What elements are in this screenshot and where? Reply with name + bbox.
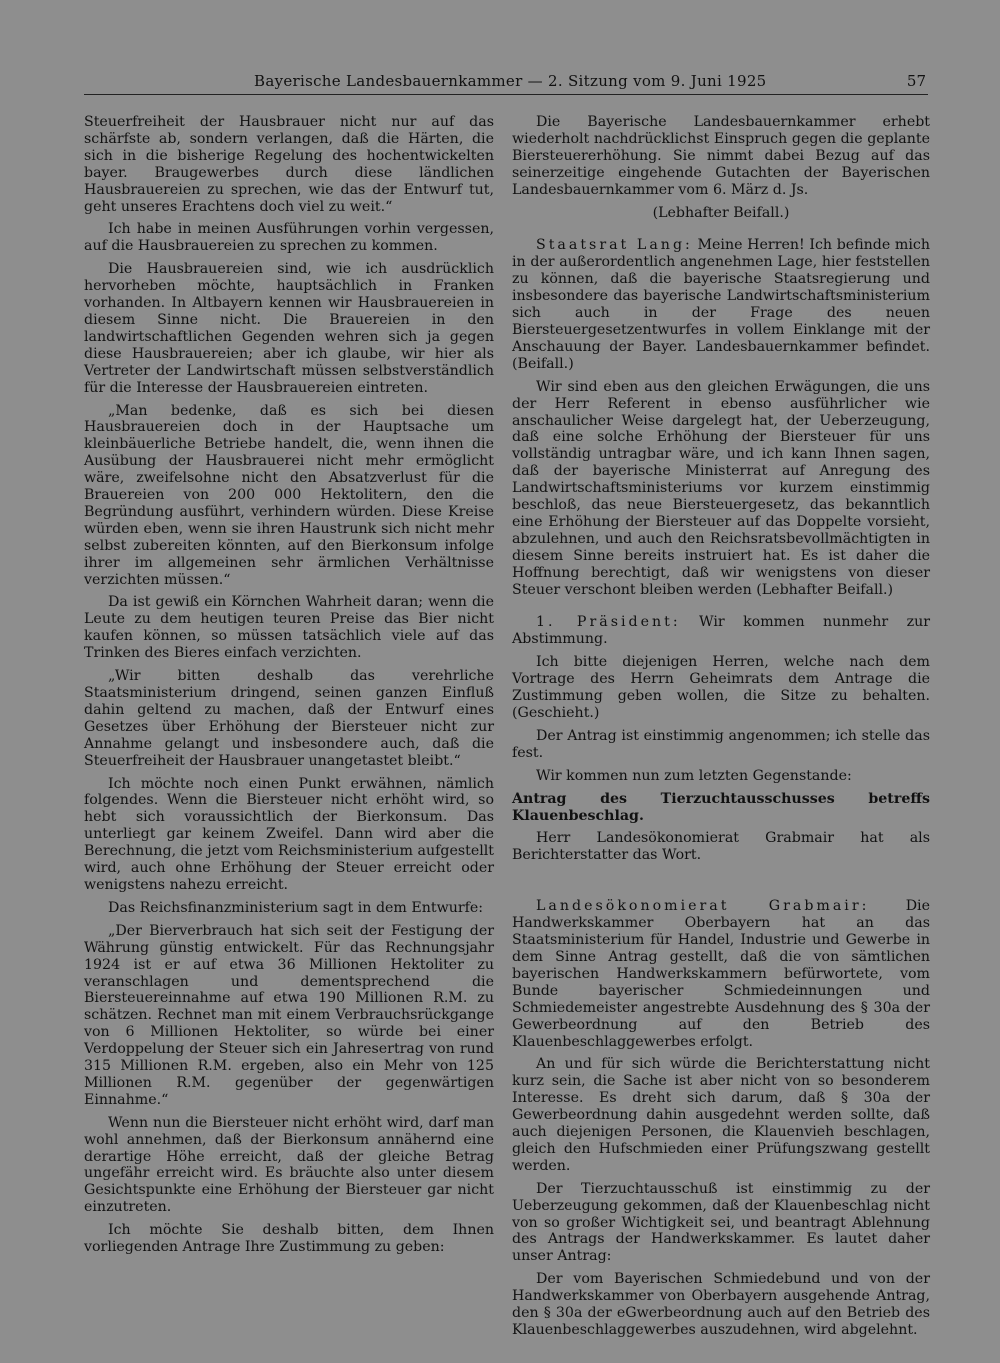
running-title: Bayerische Landesbauernkammer — 2. Sitzung vom 9. Juni 1925 [254, 72, 767, 90]
paragraph: Herr Landesökonomierat Grabmair hat als Berichterstatter das Wort. [512, 830, 930, 864]
speech-text: Wir kommen nunmehr zur Abstimmung. [512, 614, 931, 648]
speaker-name: 1. Präsident: [536, 614, 681, 631]
motion-text: Die Bayerische Landesbauernkammer erhebt wiederholt nachdrücklichst Einspruch gegen die geplante Biersteuererhöhung. Sie nimmt dabei Bezug auf das seinerzeitige eingehende Gutachten der Bayerischen Landesbauernkammer vom 6. März d. Js. [512, 114, 930, 198]
quote-paragraph: „Der Bierverbrauch hat sich seit der Festigung der Währung günstig entwickelt. Für das Rechnungsjahr 1924 ist er auf etwa 36 Millionen Hektoliter zu veranschlagen und dementsprechend die Biersteuereinnahme auf etwa 190 Millionen R.M. zu schätzen. Rechnet man mit einem Verbrauchsrückgange von 6 Millionen Hektoliter, so würde bei einer Verdoppelung der Steuer sich ein Jahresertrag von rund 315 Millionen R.M. ergeben, also ein Mehr von 125 Millionen R.M. gegenüber der gegenwärtigen Einnahme.“ [84, 922, 494, 1108]
left-column [84, 114, 494, 1262]
paragraph: Wir sind eben aus den gleichen Erwägungen, die uns der Herr Referent in ebenso ausführlicher wie anschaulicher Weise dargelegt hat, der Ueberzeugung, daß eine solche Erhöhung der Biersteuer für uns vollständig untragbar wäre, und ich kann Ihnen sagen, daß der bayerische Ministerrat auf Anregung des Landwirtschaftsministeriums vor kurzem einstimmig beschloß, das neue Biersteuergesetz, das bekanntlich eine Erhöhung der Biersteuer auf das Doppelte vorsieht, abzulehnen, und auch den Reichsratsbevollmächtigten in diesem Sinne bereits instruiert hat. Es ist daher die Hoffnung berechtigt, daß wir wenigstens von dieser Steuer verschont bleiben werden (Lebhafter Beifall.) [512, 378, 930, 598]
paragraph: Da ist gewiß ein Körnchen Wahrheit daran; wenn die Leute zu dem heutigen teuren Preise das Bier nicht kaufen können, so müssen tatsächlich viele auf das Trinken des Bieres einfach verzichten. [84, 594, 494, 662]
paragraph: Ich bitte diejenigen Herren, welche nach dem Vortrage des Herrn Geheimrats dem Antrage die Zustimmung geben wollen, die Sitze zu behalten. (Geschieht.) [512, 654, 930, 721]
paragraph: Der Tierzuchtausschuß ist einstimmig zu der Ueberzeugung gekommen, daß der Klauenbeschlag nicht von so großer Wichtigkeit sei, und beantragt Ablehnung des Antrags der Handwerkskammer. Es lautet daher unser Antrag: [512, 1180, 930, 1265]
paragraph: Die Hausbrauereien sind, wie ich ausdrücklich hervorheben möchte, hauptsächlich in Franken vorhanden. In Altbayern kennen wir Hausbrauereien in diesem Sinne nicht. Die Brauereien in den landwirtschaftlichen Gegenden wehren sich ja gegen diese Hausbrauereien; aber ich glaube, wir hier als Vertreter der Landwirtschaft müssen selbstverständlich für die Interesse der Hausbrauereien eintreten. [84, 261, 494, 396]
quote-paragraph: „Man bedenke, daß es sich bei diesen Hausbrauereien doch in der Hauptsache um kleinbäuerliche Betriebe handelt, die, wenn ihnen die Ausübung der Hausbrauerei nicht mehr ermöglicht wäre, zweifelsohne nicht den Absatzverlust für die Brauereien von 200 000 Hektolitern, den die Begründung ausführt, verhindern würden. Diese Kreise würden eben, wenn sie ihren Haustrunk sich nicht mehr selbst zubereiten könnten, auf den Bierkonsum infolge ihrer im allgemeinen sehr ärmlichen Verhältnisse verzichten müssen.“ [84, 402, 494, 588]
motion-text: Der vom Bayerischen Schmiedebund und von der Handwerkskammer von Oberbayern ausgehende Antrag, den § 30a der eGwerbeordnung auch auf den Betrieb des Klauenbeschlaggewerbes auszudehnen, wird abgelehnt. [512, 1271, 930, 1338]
applause-note: (Lebhafter Beifall.) [652, 204, 790, 221]
speaker-name: Staatsrat Lang: [536, 237, 693, 254]
paragraph: Wir kommen nun zum letzten Gegenstande: [536, 767, 852, 784]
paragraph: Der Antrag ist einstimmig angenommen; ich stelle das fest. [512, 727, 930, 761]
speaker-name: Landesökonomierat Grabmair: [536, 898, 870, 915]
paragraph: Ich möchte noch einen Punkt erwähnen, nämlich folgendes. Wenn die Biersteuer nicht erhöht wird, so hebt sich voraussichtlich der Bierkonsum. Das unterliegt gar keinem Zweifel. Dann wird aber die Berechnung, die jetzt vom Reichsministerium aufgestellt wird, auch ohne Erhöhung der Steuer erreicht oder wenigstens nahezu erreicht. [84, 775, 494, 893]
page-number: 57 [906, 72, 926, 90]
speech-paragraph [512, 614, 930, 648]
paragraph: Wenn nun die Biersteuer nicht erhöht wird, darf man wohl annehmen, daß der Bierkonsum annähernd eine derartige Höhe erreicht, daß der gleiche Betrag ungefähr erreicht wird. Es bräuchte also unter diesem Gesichtspunkte eine Erhöhung der Biersteuer gar nicht einzutreten. [84, 1114, 494, 1216]
paragraph: Das Reichsfinanzministerium sagt in dem Entwurfe: [108, 899, 484, 916]
agenda-heading: Antrag des Tierzuchtausschusses betreffs Klauenbeschlag. [512, 790, 930, 824]
speech-paragraph [512, 237, 930, 372]
quote-paragraph: „Wir bitten deshalb das verehrliche Staatsministerium dringend, seinen ganzen Einfluß dahin geltend zu machen, daß der Entwurf eines Gesetzes über Erhöhung der Biersteuer nicht zur Annahme gelangt und insbesondere auch, daß die Steuerfreiheit der Hausbrauer unangetastet bleibt.“ [84, 668, 494, 769]
speech-paragraph [512, 898, 930, 1050]
paragraph: Ich habe in meinen Ausführungen vorhin vergessen, auf die Hausbrauereien zu sprechen zu kommen. [84, 221, 494, 255]
paragraph: Steuerfreiheit der Hausbrauer nicht nur auf das schärfste ab, sondern verlangen, daß die Härten, die sich in die bisherige Regelung des hochentwickelten bayer. Braugewerbes durch diese ländlichen Hausbrauereien zu sprechen, wie das der Entwurf tut, geht unseres Erachtens doch viel zu weit.“ [84, 114, 494, 215]
speech-text: Die Handwerkskammer Oberbayern hat an das Staatsministerium für Handel, Industrie und Gewerbe in dem Sinne Antrag gestellt, daß die von sämtlichen bayerischen Handwerkskammern befürwortete, vom Bunde bayerischer Schmiedeinnungen und Schmiedemeister angestrebte Ausdehnung des § 30a der Gewerbeordnung auf den Betrieb des Klauenbeschlaggewerbes erfolgt. [512, 898, 930, 1050]
right-column [512, 114, 930, 1345]
page-header [84, 72, 928, 95]
paragraph: Ich möchte Sie deshalb bitten, dem Ihnen vorliegenden Antrage Ihre Zustimmung zu geben: [84, 1222, 494, 1256]
speech-text: Meine Herren! Ich befinde mich in der außerordentlich angenehmen Lage, hier feststellen zu können, daß die bayerische Staatsregierung und insbesondere das bayerische Landwirtschaftsministerium sich auch in der Frage des neuen Biersteuergesetzentwurfes in vollem Einklange mit der Anschauung der Bayer. Landesbauernkammer befindet. (Beifall.) [512, 237, 931, 372]
paragraph: An und für sich würde die Berichterstattung nicht kurz sein, die Sache ist aber nicht von so besonderem Interesse. Es dreht sich darum, daß § 30a der Gewerbeordnung dahin ausgedehnt werden sollte, daß auch diejenigen Personen, die Klauenvieh beschlagen, gleich den Hufschmieden einer Prüfungszwang gestellt werden. [512, 1056, 930, 1174]
